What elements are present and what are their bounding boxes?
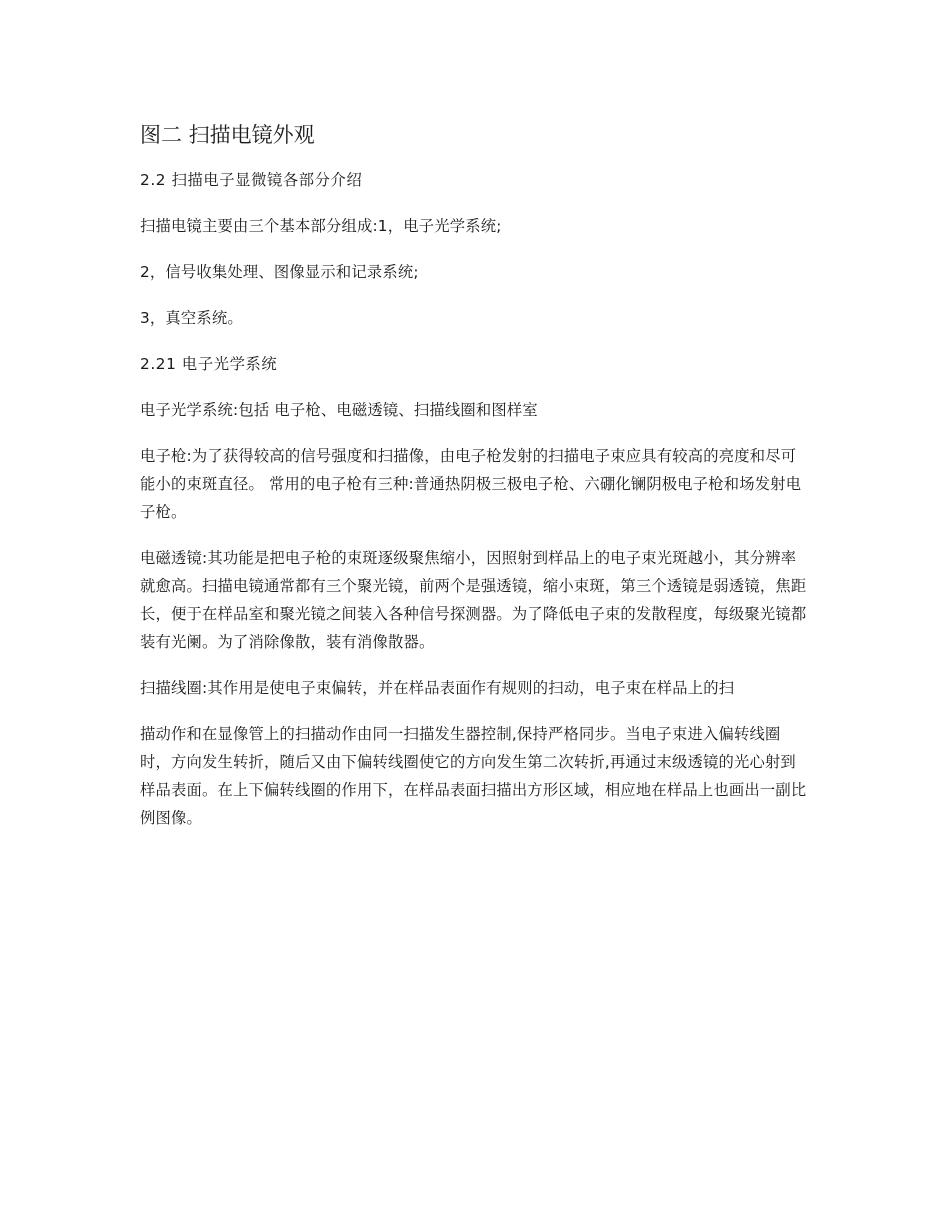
- scan-coil-paragraph: 扫描线圈:其作用是使电子束偏转，并在样品表面作有规则的扫动，电子束在样品上的扫: [140, 679, 735, 697]
- electron-gun-paragraph: 电子枪:为了获得较高的信号强度和扫描像，由电子枪发射的扫描电子束应具有较高的亮度和尽可能小的束斑直径。 常用的电子枪有三种:普通热阴极三极电子枪、六硼化镧阴极电子枪和场发射电子枪。: [140, 447, 802, 521]
- intro-paragraph: 扫描电镜主要由三个基本部分组成:1，电子光学系统;: [140, 217, 502, 235]
- subsection-heading: 2.21 电子光学系统: [140, 355, 278, 373]
- optics-components-paragraph: 电子光学系统:包括 电子枪、电磁透镜、扫描线圈和图样室: [140, 401, 538, 419]
- list-item-2: 2，信号收集处理、图像显示和记录系统;: [140, 263, 419, 281]
- list-item-3: 3，真空系统。: [140, 309, 243, 327]
- scan-coil-continued-paragraph: 描动作和在显像管上的扫描动作由同一扫描发生器控制,保持严格同步。当电子束进入偏转线圈时，方向发生转折，随后又由下偏转线圈使它的方向发生第二次转折,再通过末级透镜的光心射到样品表面。在上下偏转线圈的作用下，在样品表面扫描出方形区域，相应地在样品上也画出一副比例图像。: [140, 725, 807, 827]
- document-page: [140, 118, 810, 850]
- section-heading: 2.2 扫描电子显微镜各部分介绍: [140, 171, 363, 189]
- em-lens-paragraph: 电磁透镜:其功能是把电子枪的束斑逐级聚焦缩小，因照射到样品上的电子束光斑越小，其分辨率就愈高。扫描电镜通常都有三个聚光镜，前两个是强透镜，缩小束斑，第三个透镜是弱透镜，焦距长，便于在样品室和聚光镜之间装入各种信号探测器。为了降低电子束的发散程度，每级聚光镜都装有光阑。为了消除像散，装有消像散器。: [140, 549, 807, 651]
- figure-title: 图二 扫描电镜外观: [140, 123, 315, 147]
